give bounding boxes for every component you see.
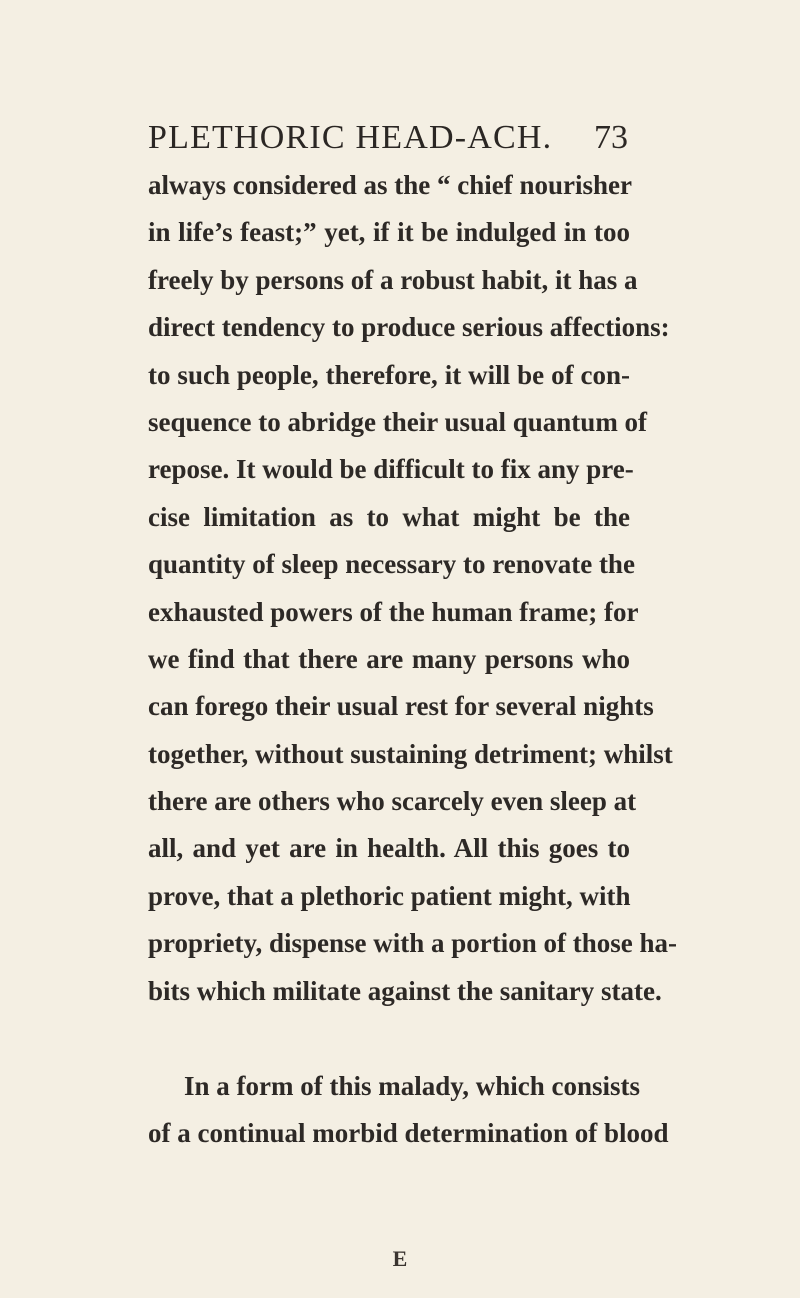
text-line: we find that there are many persons who — [148, 643, 630, 674]
text-line: quantity of sleep necessary to renovate the — [148, 549, 635, 580]
text-line: direct tendency to produce serious affections: — [148, 312, 670, 343]
text-line: always considered as the “ chief nourisher — [148, 170, 632, 200]
paragraph-gap — [148, 1015, 630, 1063]
paragraph-2 — [148, 1063, 669, 1158]
text-line: there are others who scarcely even sleep at — [148, 786, 637, 817]
text-line: of a continual morbid determination of blood — [148, 1118, 669, 1149]
text-line: in life’s feast;” yet, if it be indulged in too — [148, 217, 630, 248]
text-line: bits which militate against the sanitary state. — [148, 975, 662, 1006]
running-head — [148, 118, 628, 168]
text-line: all, and yet are in health. All this goes to — [148, 833, 630, 864]
body-text — [148, 162, 678, 1158]
text-line: freely by persons of a robust habit, it has a — [148, 264, 638, 295]
page-number: 73 — [594, 119, 628, 156]
text-line: can forego their usual rest for several nights — [148, 691, 654, 722]
signature-mark: E — [392, 1246, 408, 1271]
text-line: cise limitation as to what might be the — [148, 501, 630, 532]
text-line: propriety, dispense with a portion of those ha- — [148, 928, 678, 959]
running-head-title: PLETHORIC HEAD-ACH. — [148, 119, 553, 156]
text-line: exhausted powers of the human frame; for — [148, 596, 639, 627]
text-line: together, without sustaining detriment; whilst — [148, 738, 673, 769]
text-line: repose. It would be difficult to fix any pre- — [148, 454, 634, 485]
text-line: prove, that a plethoric patient might, with — [148, 880, 631, 911]
text-line: to such people, therefore, it will be of con- — [148, 359, 630, 390]
text-line: In a form of this malady, which consists — [184, 1071, 641, 1102]
text-line: sequence to abridge their usual quantum of — [148, 406, 648, 437]
paragraph-1 — [148, 162, 678, 1015]
